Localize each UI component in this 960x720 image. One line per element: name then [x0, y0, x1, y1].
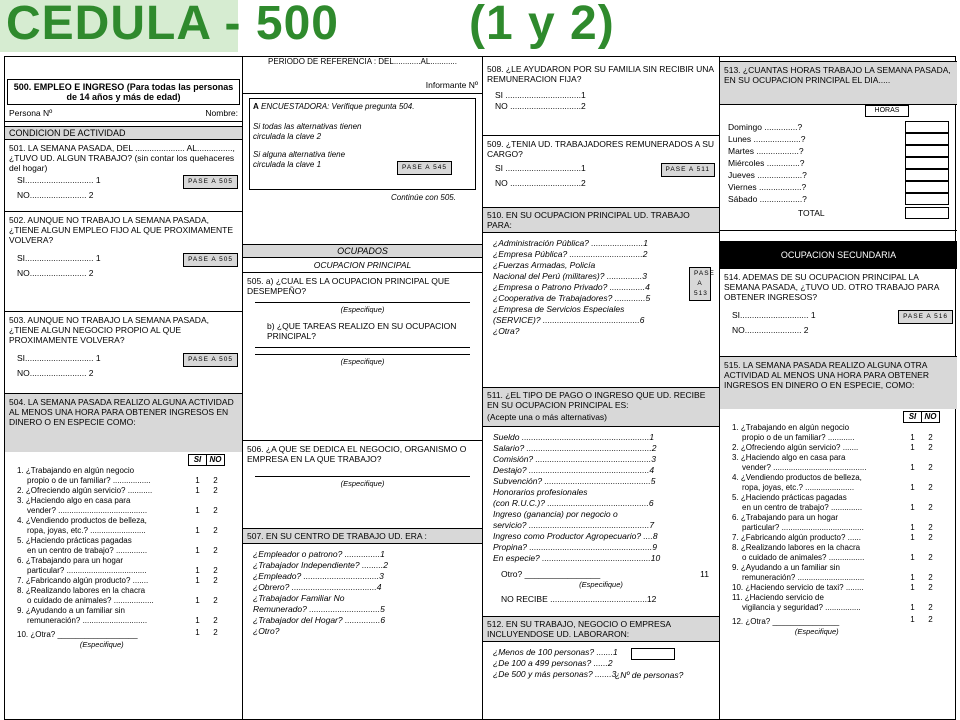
si-code[interactable]: 1 — [910, 462, 915, 472]
no-cell — [922, 473, 940, 483]
si-cell — [189, 536, 207, 546]
activity-row-cont — [15, 506, 225, 516]
no-cell — [207, 516, 225, 526]
person-row — [5, 105, 242, 122]
q507-options — [243, 544, 482, 641]
day-row — [728, 133, 949, 145]
activity-row — [15, 536, 225, 546]
column-3 — [483, 57, 720, 719]
no-cell — [922, 423, 940, 433]
q501-no: NO........................ 2 — [17, 190, 94, 200]
no-code[interactable]: 2 — [213, 485, 218, 495]
activity-label-cont: ropa, joyas, etc.? ...................... — [742, 482, 855, 492]
activity-row — [730, 473, 940, 483]
activity-label: 2. ¿Ofreciendo algún servicio? ....... — [732, 442, 859, 452]
activity-row-cont — [730, 433, 940, 443]
q507-option: ¿Empleador o patrono? ...............1 — [253, 549, 385, 559]
pase-505-tag: PASE A 505 — [183, 175, 238, 189]
q511-option: Comisión? .................................................3 — [493, 454, 656, 464]
activity-row — [730, 563, 940, 573]
activity-label: 7. ¿Fabricando algún producto? ....... — [17, 575, 149, 585]
activity-row — [15, 486, 225, 496]
si-code[interactable]: 1 — [910, 482, 915, 492]
no-header: NO — [207, 455, 225, 466]
pase-545-tag: PASE A 545 — [397, 161, 452, 175]
q506-text: 506. ¿A QUE SE DEDICA EL NEGOCIO, ORGANISMO O EMPRESA EN LA QUE TRABAJO? — [247, 444, 467, 464]
hours-box[interactable] — [905, 133, 949, 145]
day-label: Viernes ..................? — [728, 182, 807, 192]
day-label: Domingo ..............? — [728, 122, 803, 132]
activity-row-cont — [15, 476, 225, 486]
activity-row — [15, 516, 225, 526]
informante-row — [243, 67, 482, 94]
activity-row-cont — [15, 616, 225, 626]
q507-option: ¿Trabajador Independiente? .........2 — [253, 560, 388, 570]
q504-table: SI NO 1. ¿Trabajando en algún negocio propio o de un familiar? ................. 1 2 2. ¿Ofreciendo algún servicio? ........... 1 2 3. ¿Haciendo algo en casa para vender? ........................................ 1 2 4. ¿Vendiendo productos de belleza, ropa, joyas, etc.? ......................... 1 2 5. ¿Haciendo prácticas pagadas en un centro de trabajo? .............. 1 2 6. ¿Trabajando para un hogar particular? .................................... 1 2 7. ¿Fabricando algún producto? ....... 1 2 8. ¿Realizando labores en la chacra o cuidado de animales? .................. 1 2 9. ¿Ayudando a un familiar sin remuneración? ............................. 1 2 10. ¿Otra? __________________ 1 2 (Especifique) — [15, 454, 225, 650]
no-cell — [207, 496, 225, 506]
q511-option: (con R.U.C.)? ...........................................6 — [493, 498, 654, 508]
q501 — [5, 140, 242, 212]
activity-label-cont: ropa, joyas, etc.? ......................... — [27, 525, 146, 535]
si-header: SI — [189, 455, 207, 466]
q513-hours — [720, 105, 957, 231]
q510-option: ¿Empresa de Servicios Especiales — [493, 304, 625, 314]
activity-label-cont: remuneración? ............................. — [27, 615, 148, 625]
activity-row-cont — [15, 526, 225, 536]
no-code[interactable]: 2 — [213, 575, 218, 585]
q502-si: SI............................. 1 PASE A 505 — [9, 253, 238, 267]
continue-505: Continúe con 505. — [391, 193, 456, 202]
q509 — [483, 136, 719, 208]
q509-text: 509. ¿TENIA UD. TRABAJADORES REMUNERADOS A SU CARGO? — [487, 139, 715, 159]
si-cell — [904, 473, 922, 483]
activity-label: 1. ¿Trabajando en algún negocio — [17, 465, 135, 475]
si-code[interactable]: 1 — [910, 552, 915, 562]
si-cell — [189, 496, 207, 506]
q502-no: NO........................ 2 — [17, 268, 94, 278]
q509-no: NO ..............................2 — [495, 178, 586, 188]
no-code[interactable]: 2 — [928, 602, 933, 612]
activity-row — [15, 496, 225, 506]
si-code[interactable]: 1 — [910, 602, 915, 612]
activity-row — [730, 543, 940, 553]
activity-label-cont: vender? ........................................ — [27, 505, 148, 515]
q514-text: 514. ADEMAS DE SU OCUPACION PRINCIPAL LA SEMANA PASADA, ¿TUVO UD. OTRO TRABAJO PARA OBTENER INGRESOS? — [724, 272, 939, 302]
activity-label: 8. ¿Realizando labores en la chacra — [17, 585, 146, 595]
q507-option: ¿Trabajador del Hogar? ...............6 — [253, 615, 386, 625]
enc-note-2: Si alguna alternativa tiene circulada la clave 1 — [253, 150, 346, 169]
q511-option: Propina? ....................................................9 — [493, 542, 657, 552]
q512-option: ¿De 500 y más personas? .......3 — [493, 669, 617, 679]
total-label: TOTAL — [798, 208, 825, 218]
day-label: Lunes ....................? — [728, 134, 806, 144]
q508-si: SI ................................1 — [495, 90, 586, 100]
q503 — [5, 312, 242, 394]
no-code[interactable]: 2 — [928, 552, 933, 562]
si-code[interactable]: 1 — [910, 532, 915, 542]
q511-options: Sueldo ......................................................1 Salario? .....................................................2 Comisión? .................................................3 Destajo? ...................................................4 Subvención? .............................................5 Honorarios profesionales (con R.U.C.)? ...........................................6 Ingreso (ganancia) por negocio o servicio? ...................................................7 Ingreso como Productor Agropecuario? ....8 Propina? ....................................................9 En especie? ..............................................10 Otro? ________________ 11 (Especifique) NO RECIBE .........................................12 — [483, 427, 719, 617]
q510-option: ¿Administración Pública? ......................1 — [493, 238, 648, 248]
q501-text: 501. LA SEMANA PASADA, DEL ..................... AL..............., ¿TUVO UD. ALGUN TRABAJO? (sin contar los quehaceres del hogar) — [9, 143, 235, 173]
q511-option: servicio? ...................................................7 — [493, 520, 655, 530]
no-code[interactable]: 2 — [213, 475, 218, 485]
q504-text: 504. LA SEMANA PASADA REALIZO ALGUNA ACTIVIDAD AL MENOS UNA HORA PARA OBTENER INGRESOS EN DINERO O EN ESPECIE COMO: — [9, 397, 234, 427]
day-label: Sábado ..................? — [728, 194, 807, 204]
q503-text: 503. AUNQUE NO TRABAJO LA SEMANA PASADA, ¿TIENE ALGUN NEGOCIO PROPIO AL QUE PROXIMAMENTE VOLVERA? — [9, 315, 209, 345]
q508-text: 508. ¿LE AYUDARON POR SU FAMILIA SIN RECIBIR UNA REMUNERACION FIJA? — [487, 64, 714, 84]
activity-row-cont — [730, 463, 940, 473]
q502 — [5, 212, 242, 312]
q511-text: 511. ¿EL TIPO DE PAGO O INGRESO QUE UD. RECIBE EN SU OCUPACION PRINCIPAL ES: — [487, 390, 706, 410]
q510-option: (SERVICE)? .........................................6 — [493, 315, 645, 325]
activity-label: 4. ¿Vendiendo productos de belleza, — [732, 472, 862, 482]
activity-label: 8. ¿Realizando labores en la chacra — [732, 542, 861, 552]
persona-label: Persona Nº — [9, 108, 53, 118]
pase-505-tag: PASE A 505 — [183, 353, 238, 367]
activity-row-cont — [730, 573, 940, 583]
day-row — [728, 181, 949, 193]
activity-row — [730, 423, 940, 433]
q507-option: ¿Otro? — [253, 626, 280, 636]
activity-row — [15, 466, 225, 476]
q502-text: 502. AUNQUE NO TRABAJO LA SEMANA PASADA, ¿TIENE ALGUN EMPLEO FIJO AL QUE PROXIMAMENTE VOLVERA? — [9, 215, 234, 245]
hours-box[interactable] — [905, 181, 949, 193]
q509-si: SI ................................1 PASE A 511 — [487, 163, 715, 177]
si-code[interactable]: 1 — [195, 475, 200, 485]
column-1 — [5, 57, 243, 719]
q511-option: Subvención? .............................................5 — [493, 476, 656, 486]
no-code[interactable]: 2 — [928, 442, 933, 452]
day-row — [728, 121, 949, 133]
no-cell — [207, 606, 225, 616]
q508-no: NO ..............................2 — [495, 101, 586, 111]
no-code[interactable]: 2 — [928, 582, 933, 592]
activity-label: 11. ¿Haciendo servicio de — [732, 592, 824, 602]
q503-no: NO........................ 2 — [17, 368, 94, 378]
activity-row-cont — [730, 503, 940, 513]
q510-option: ¿Otra? — [493, 326, 520, 336]
activity-label: 2. ¿Ofreciendo algún servicio? ........... — [17, 485, 153, 495]
activity-label-cont: propio o de un familiar? ................. — [27, 475, 151, 485]
day-label: Jueves ...................? — [728, 170, 807, 180]
no-cell — [922, 513, 940, 523]
q511-note: (Acepte una o más alternativas) — [487, 412, 608, 422]
q510-option: ¿Empresa Pública? ...............................2 — [493, 249, 648, 259]
activity-row — [730, 443, 940, 453]
q510-options — [483, 233, 719, 388]
no-recibe: NO RECIBE .........................................12 — [501, 594, 657, 604]
hours-box[interactable] — [905, 121, 949, 133]
n-personas-label: ¿Nº de personas? — [615, 670, 684, 680]
q507-option: Remunerado? ..............................5 — [253, 604, 385, 614]
q505a-text: 505. a) ¿CUAL ES LA OCUPACION PRINCIPAL QUE DESEMPEÑO? — [247, 276, 450, 296]
q505: 505. a) ¿CUAL ES LA OCUPACION PRINCIPAL QUE DESEMPEÑO? (Especifique) b) ¿QUE TAREAS REALIZO EN SU OCUPACION PRINCIPAL? (Especifique) — [243, 273, 482, 441]
day-row — [728, 169, 949, 181]
activity-label-cont: vigilancia y seguridad? ................ — [742, 602, 861, 612]
no-cell — [922, 493, 940, 503]
survey-form — [4, 56, 956, 720]
no-cell — [207, 466, 225, 476]
activity-label: 9. ¿Ayudando a un familiar sin — [17, 605, 125, 615]
enc-note-1: Si todas las alternativas tienen circulada la clave 2 — [253, 122, 362, 141]
si-code[interactable]: 1 — [910, 582, 915, 592]
q511-option: Ingreso como Productor Agropecuario? ....8 — [493, 531, 658, 541]
si-cell — [189, 466, 207, 476]
activity-row-cont — [15, 546, 225, 556]
no-code[interactable]: 2 — [928, 482, 933, 492]
activity-label: 6. ¿Trabajando para un hogar — [732, 512, 838, 522]
activity-label: 3. ¿Haciendo algo en casa para — [17, 495, 131, 505]
q508 — [483, 61, 719, 136]
day-row — [728, 157, 949, 169]
hours-box[interactable] — [905, 157, 949, 169]
si-cell — [189, 586, 207, 596]
activity-label-cont: o cuidado de animales? .................. — [27, 595, 154, 605]
ocupados-bar: OCUPADOS — [243, 244, 482, 258]
activity-row — [15, 586, 225, 596]
day-row — [728, 145, 949, 157]
si-code[interactable]: 1 — [910, 432, 915, 442]
activity-label: 1. ¿Trabajando en algún negocio — [732, 422, 850, 432]
activity-label: 9. ¿Ayudando a un familiar sin — [732, 562, 840, 572]
activity-row — [730, 453, 940, 463]
no-cell — [922, 593, 940, 603]
periodo: PERIODO DE REFERENCIA : DEL............AL............ — [268, 57, 457, 66]
q511-option: En especie? ..............................................10 — [493, 553, 661, 563]
si-code[interactable]: 1 — [195, 575, 200, 585]
no-code[interactable]: 2 — [928, 432, 933, 442]
si-cell — [189, 516, 207, 526]
si-cell — [904, 563, 922, 573]
activity-row — [730, 493, 940, 503]
no-cell — [207, 536, 225, 546]
column-2 — [243, 57, 483, 719]
q512-option: ¿Menos de 100 personas? .......1 — [493, 647, 618, 657]
especifique-label: (Especifique) — [79, 639, 124, 649]
no-code[interactable]: 2 — [928, 522, 933, 532]
q510-option: ¿Empresa o Patrono Privado? ...............4 — [493, 282, 650, 292]
activity-label-cont: vender? .......................................... — [742, 462, 867, 472]
pase-505-tag: PASE A 505 — [183, 253, 238, 267]
condicion-bar: CONDICION DE ACTIVIDAD — [5, 126, 242, 140]
column-4 — [720, 57, 957, 719]
activity-label-cont: remuneración? .............................. — [742, 572, 865, 582]
si-code[interactable]: 1 — [910, 572, 915, 582]
activity-row — [730, 533, 940, 543]
si-cell — [904, 543, 922, 553]
q510-option: ¿Fuerzas Armadas, Policía — [493, 260, 596, 270]
hours-box[interactable] — [905, 193, 949, 205]
si-code[interactable]: 1 — [195, 485, 200, 495]
q515-text: 515. LA SEMANA PASADA REALIZO ALGUNA OTRA ACTIVIDAD AL MENOS UNA HORA PARA OBTENER INGRESOS EN DINERO O EN ESPECIE, COMO: — [720, 357, 957, 409]
activity-label-cont: particular? ..................................... — [742, 522, 864, 532]
nombre-label: Nombre: — [205, 108, 238, 118]
activity-label: 3. ¿Haciendo algo en casa para — [732, 452, 846, 462]
activity-row — [730, 583, 940, 593]
encuestadora-box: A ENCUESTADORA: Verifique pregunta 504. Si todas las alternativas tienen circulada la clave 2 PASE A 545 Si alguna alternativa tiene circulada la clave 1 Continúe con 505. — [249, 98, 476, 190]
si-code[interactable]: 1 — [195, 545, 200, 555]
q512-options — [483, 642, 719, 684]
activity-label: 10. ¿Haciendo servicio de taxi? ........ — [732, 582, 864, 592]
q507-option: ¿Trabajador Familiar No — [253, 593, 345, 603]
si-code[interactable]: 1 — [910, 522, 915, 532]
activity-row-cont — [730, 483, 940, 493]
no-code[interactable]: 2 — [213, 595, 218, 605]
si-cell — [904, 513, 922, 523]
black-bar: OCUPACION SECUNDARIA — [720, 241, 957, 269]
si-cell — [904, 453, 922, 463]
pase-511-tag: PASE A 511 — [661, 163, 715, 177]
activity-row-cont — [730, 523, 940, 533]
n-personas-box[interactable] — [631, 648, 675, 660]
q512-option: ¿De 100 a 499 personas? ......2 — [493, 658, 613, 668]
activity-row — [15, 556, 225, 566]
si-cell — [904, 423, 922, 433]
no-code[interactable]: 2 — [213, 615, 218, 625]
day-label: Martes ..................? — [728, 146, 804, 156]
no-code[interactable]: 2 — [213, 525, 218, 535]
q515-table: SI NO 1. ¿Trabajando en algún negocio propio o de un familiar? ............ 1 2 2. ¿Ofreciendo algún servicio? ....... 1 2 3. ¿Haciendo algo en casa para vender? .......................................... 1 2 4. ¿Vendiendo productos de belleza, ropa, joyas, etc.? ...................... 1 2 5. ¿Haciendo prácticas pagadas en un centro de trabajo? .............. 1 2 6. ¿Trabajando para un hogar particular? ..................................... 1 2 7. ¿Fabricando algún producto? ...... 1 2 8. ¿Realizando labores en la chacra o cuidado de animales? ................ 1 2 9. ¿Ayudando a un familiar sin remuneración? .............................. 1 2 10. ¿Haciendo servicio de taxi? ........ 1 2 11. ¿Haciendo servicio de vigilancia y seguridad? ................ 1 2 12. ¿Otra? _______________ 1 2 (Especifique) — [730, 411, 940, 637]
otra-label: 10. ¿Otra? — [17, 629, 56, 639]
q507-option: ¿Obrero? ....................................4 — [253, 582, 382, 592]
activity-label-cont: propio o de un familiar? ............ — [742, 432, 855, 442]
activity-row-cont — [730, 603, 940, 613]
q507-option: ¿Empleado? ................................3 — [253, 571, 384, 581]
q511-option: Sueldo ......................................................1 — [493, 432, 655, 442]
si-code[interactable]: 1 — [910, 502, 915, 512]
day-row — [728, 193, 949, 205]
activity-label-cont: en un centro de trabajo? .............. — [27, 545, 148, 555]
activity-row — [15, 576, 225, 586]
no-code[interactable]: 2 — [928, 502, 933, 512]
section-header: 500. EMPLEO E INGRESO (Para todas las personas de 14 años y más de edad) — [7, 79, 240, 105]
activity-label: 7. ¿Fabricando algún producto? ...... — [732, 532, 861, 542]
q510-option: Nacional del Perú (militares)? ...............3 — [493, 271, 648, 281]
si-code[interactable]: 1 — [195, 525, 200, 535]
activity-row-cont — [15, 596, 225, 606]
q504 — [5, 394, 242, 452]
activity-label: 6. ¿Trabajando para un hogar — [17, 555, 123, 565]
day-label: Miércoles ..............? — [728, 158, 805, 168]
no-code[interactable]: 2 — [213, 505, 218, 515]
activity-label-cont: particular? .................................... — [27, 565, 147, 575]
horas-header: HORAS — [865, 105, 909, 117]
activity-label-cont: o cuidado de animales? ................ — [742, 552, 865, 562]
hours-box[interactable] — [905, 145, 949, 157]
activity-row — [15, 606, 225, 616]
si-cell — [904, 493, 922, 503]
q514: 514. ADEMAS DE SU OCUPACION PRINCIPAL LA SEMANA PASADA, ¿TUVO UD. OTRO TRABAJO PARA OBTENER INGRESOS? SI............................. 1 PASE A 516 NO........................ 2 — [720, 269, 957, 357]
q503-si: SI............................. 1 PASE A 505 — [9, 353, 238, 367]
title-text: CEDULA - 500 — [6, 0, 339, 50]
q510-option: ¿Cooperativa de Trabajadores? .............5 — [493, 293, 651, 303]
q510-text: 510. EN SU OCUPACION PRINCIPAL UD. TRABAJO PARA: — [483, 208, 719, 233]
q501-si: SI............................. 1 PASE A 505 — [9, 175, 238, 189]
no-code[interactable]: 2 — [928, 462, 933, 472]
si-cell — [904, 593, 922, 603]
no-code[interactable]: 2 — [928, 532, 933, 542]
otra12-label: 12. ¿Otra? — [732, 616, 771, 626]
pase-513-tag: PASE A 513 — [689, 267, 711, 301]
q511-option: Ingreso (ganancia) por negocio o — [493, 509, 618, 519]
activity-row-cont — [15, 566, 225, 576]
q512-text: 512. EN SU TRABAJO, NEGOCIO O EMPRESA INCLUYENDOSE UD. LABORARON: — [483, 617, 719, 642]
no-cell — [207, 556, 225, 566]
page-title-bar — [0, 0, 960, 52]
hours-box[interactable] — [905, 169, 949, 181]
no-cell — [207, 586, 225, 596]
si-cell — [189, 556, 207, 566]
no-cell — [922, 563, 940, 573]
pase-516-tag: PASE A 516 — [898, 310, 953, 324]
si-cell — [189, 606, 207, 616]
activity-label-cont: en un centro de trabajo? .............. — [742, 502, 863, 512]
q511-option: Salario? .....................................................2 — [493, 443, 657, 453]
q507-text: 507. EN SU CENTRO DE TRABAJO UD. ERA : — [243, 529, 482, 544]
q506: 506. ¿A QUE SE DEDICA EL NEGOCIO, ORGANISMO O EMPRESA EN LA QUE TRABAJO? (Especifique) — [243, 441, 482, 529]
si-code[interactable]: 1 — [910, 442, 915, 452]
si-code[interactable]: 1 — [195, 595, 200, 605]
no-code[interactable]: 2 — [928, 572, 933, 582]
si-code[interactable]: 1 — [195, 565, 200, 575]
q511 — [483, 388, 719, 427]
si-code[interactable]: 1 — [195, 505, 200, 515]
q511-option: Destajo? ...................................................4 — [493, 465, 655, 475]
informante-label: Informante Nº — [425, 80, 478, 90]
page-title — [6, 0, 615, 51]
ocupacion-principal-label: OCUPACION PRINCIPAL — [243, 258, 482, 273]
no-code[interactable]: 2 — [213, 545, 218, 555]
no-cell — [922, 543, 940, 553]
si-code[interactable]: 1 — [195, 615, 200, 625]
no-code[interactable]: 2 — [213, 565, 218, 575]
total-box[interactable] — [905, 207, 949, 219]
activity-row — [730, 513, 940, 523]
activity-row — [730, 593, 940, 603]
q511-option: Honorarios profesionales — [493, 487, 588, 497]
q505b-text: b) ¿QUE TAREAS REALIZO EN SU OCUPACION PRINCIPAL? — [267, 321, 457, 341]
enc-a-label: A — [253, 102, 259, 111]
no-cell — [922, 453, 940, 463]
activity-label: 5. ¿Haciendo prácticas pagadas — [732, 492, 847, 502]
subtitle-text: (1 y 2) — [468, 0, 615, 50]
activity-label: 5. ¿Haciendo prácticas pagadas — [17, 535, 132, 545]
activity-label: 4. ¿Vendiendo productos de belleza, — [17, 515, 147, 525]
q513-text: 513. ¿CUANTAS HORAS TRABAJO LA SEMANA PASADA, EN SU OCUPACION PRINCIPAL EL DIA..... — [720, 61, 957, 105]
activity-row-cont — [730, 553, 940, 563]
